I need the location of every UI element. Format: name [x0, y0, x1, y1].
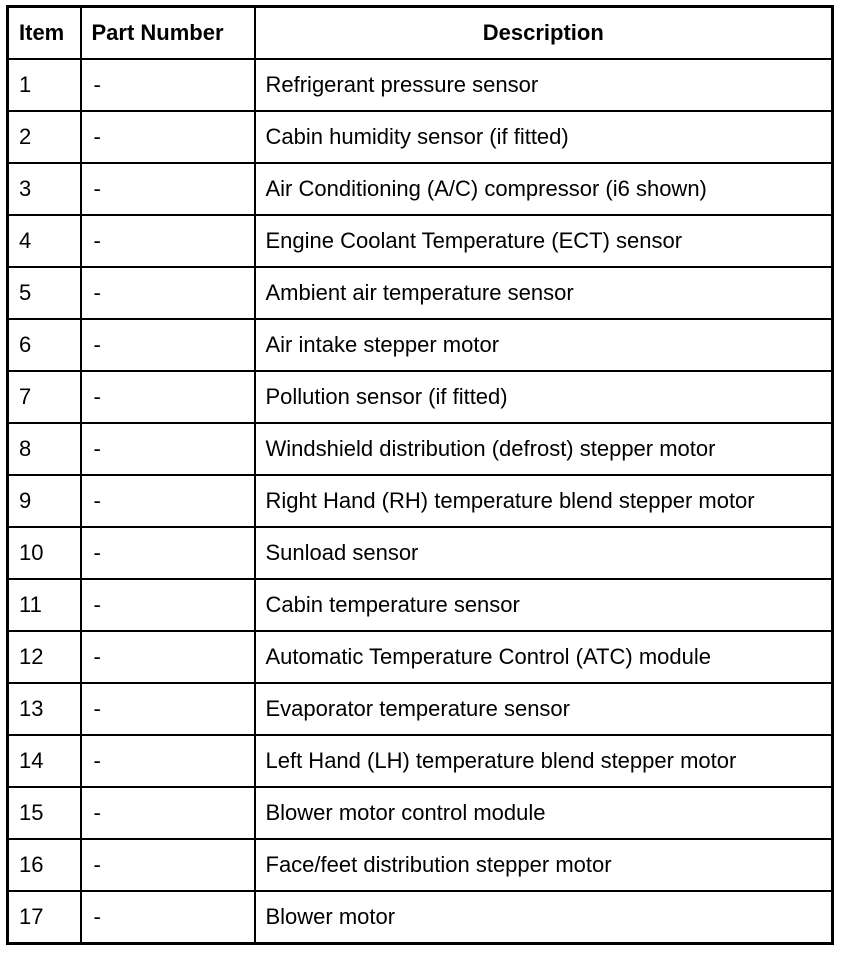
item-cell: 6 [8, 319, 81, 371]
item-cell: 1 [8, 59, 81, 111]
table-row [8, 215, 833, 267]
table-row [8, 579, 833, 631]
item-cell: 14 [8, 735, 81, 787]
item-cell: 17 [8, 891, 81, 944]
description-cell: Blower motor control module [255, 787, 833, 839]
table-body [8, 59, 833, 944]
part-number-cell: - [81, 839, 255, 891]
table-row [8, 371, 833, 423]
parts-table [6, 5, 834, 945]
table-row [8, 735, 833, 787]
table-row [8, 891, 833, 944]
description-cell: Windshield distribution (defrost) stepper motor [255, 423, 833, 475]
description-cell: Ambient air temperature sensor [255, 267, 833, 319]
item-cell: 7 [8, 371, 81, 423]
header-row [8, 7, 833, 60]
item-cell: 5 [8, 267, 81, 319]
item-cell: 2 [8, 111, 81, 163]
description-cell: Air Conditioning (A/C) compressor (i6 shown) [255, 163, 833, 215]
description-cell: Cabin humidity sensor (if fitted) [255, 111, 833, 163]
part-number-cell: - [81, 475, 255, 527]
description-cell: Cabin temperature sensor [255, 579, 833, 631]
table-row [8, 111, 833, 163]
part-number-cell: - [81, 683, 255, 735]
part-number-cell: - [81, 423, 255, 475]
part-number-cell: - [81, 319, 255, 371]
table-row [8, 787, 833, 839]
table-row [8, 475, 833, 527]
item-cell: 11 [8, 579, 81, 631]
part-number-cell: - [81, 371, 255, 423]
item-cell: 9 [8, 475, 81, 527]
header-description: Description [255, 7, 833, 60]
item-cell: 13 [8, 683, 81, 735]
table-row [8, 423, 833, 475]
header-item: Item [8, 7, 81, 60]
table-row [8, 59, 833, 111]
part-number-cell: - [81, 163, 255, 215]
part-number-cell: - [81, 631, 255, 683]
item-cell: 4 [8, 215, 81, 267]
description-cell: Sunload sensor [255, 527, 833, 579]
table-row [8, 319, 833, 371]
part-number-cell: - [81, 527, 255, 579]
table-row [8, 163, 833, 215]
part-number-cell: - [81, 267, 255, 319]
table-row [8, 527, 833, 579]
part-number-cell: - [81, 787, 255, 839]
description-cell: Automatic Temperature Control (ATC) module [255, 631, 833, 683]
table-row [8, 683, 833, 735]
description-cell: Left Hand (LH) temperature blend stepper motor [255, 735, 833, 787]
table-row [8, 267, 833, 319]
part-number-cell: - [81, 579, 255, 631]
item-cell: 3 [8, 163, 81, 215]
part-number-cell: - [81, 215, 255, 267]
description-cell: Evaporator temperature sensor [255, 683, 833, 735]
item-cell: 10 [8, 527, 81, 579]
part-number-cell: - [81, 59, 255, 111]
part-number-cell: - [81, 891, 255, 944]
table-row [8, 839, 833, 891]
header-part-number: Part Number [81, 7, 255, 60]
description-cell: Blower motor [255, 891, 833, 944]
description-cell: Face/feet distribution stepper motor [255, 839, 833, 891]
description-cell: Right Hand (RH) temperature blend stepper motor [255, 475, 833, 527]
part-number-cell: - [81, 111, 255, 163]
item-cell: 15 [8, 787, 81, 839]
item-cell: 12 [8, 631, 81, 683]
part-number-cell: - [81, 735, 255, 787]
item-cell: 16 [8, 839, 81, 891]
item-cell: 8 [8, 423, 81, 475]
table-row [8, 631, 833, 683]
description-cell: Engine Coolant Temperature (ECT) sensor [255, 215, 833, 267]
description-cell: Refrigerant pressure sensor [255, 59, 833, 111]
description-cell: Air intake stepper motor [255, 319, 833, 371]
description-cell: Pollution sensor (if fitted) [255, 371, 833, 423]
